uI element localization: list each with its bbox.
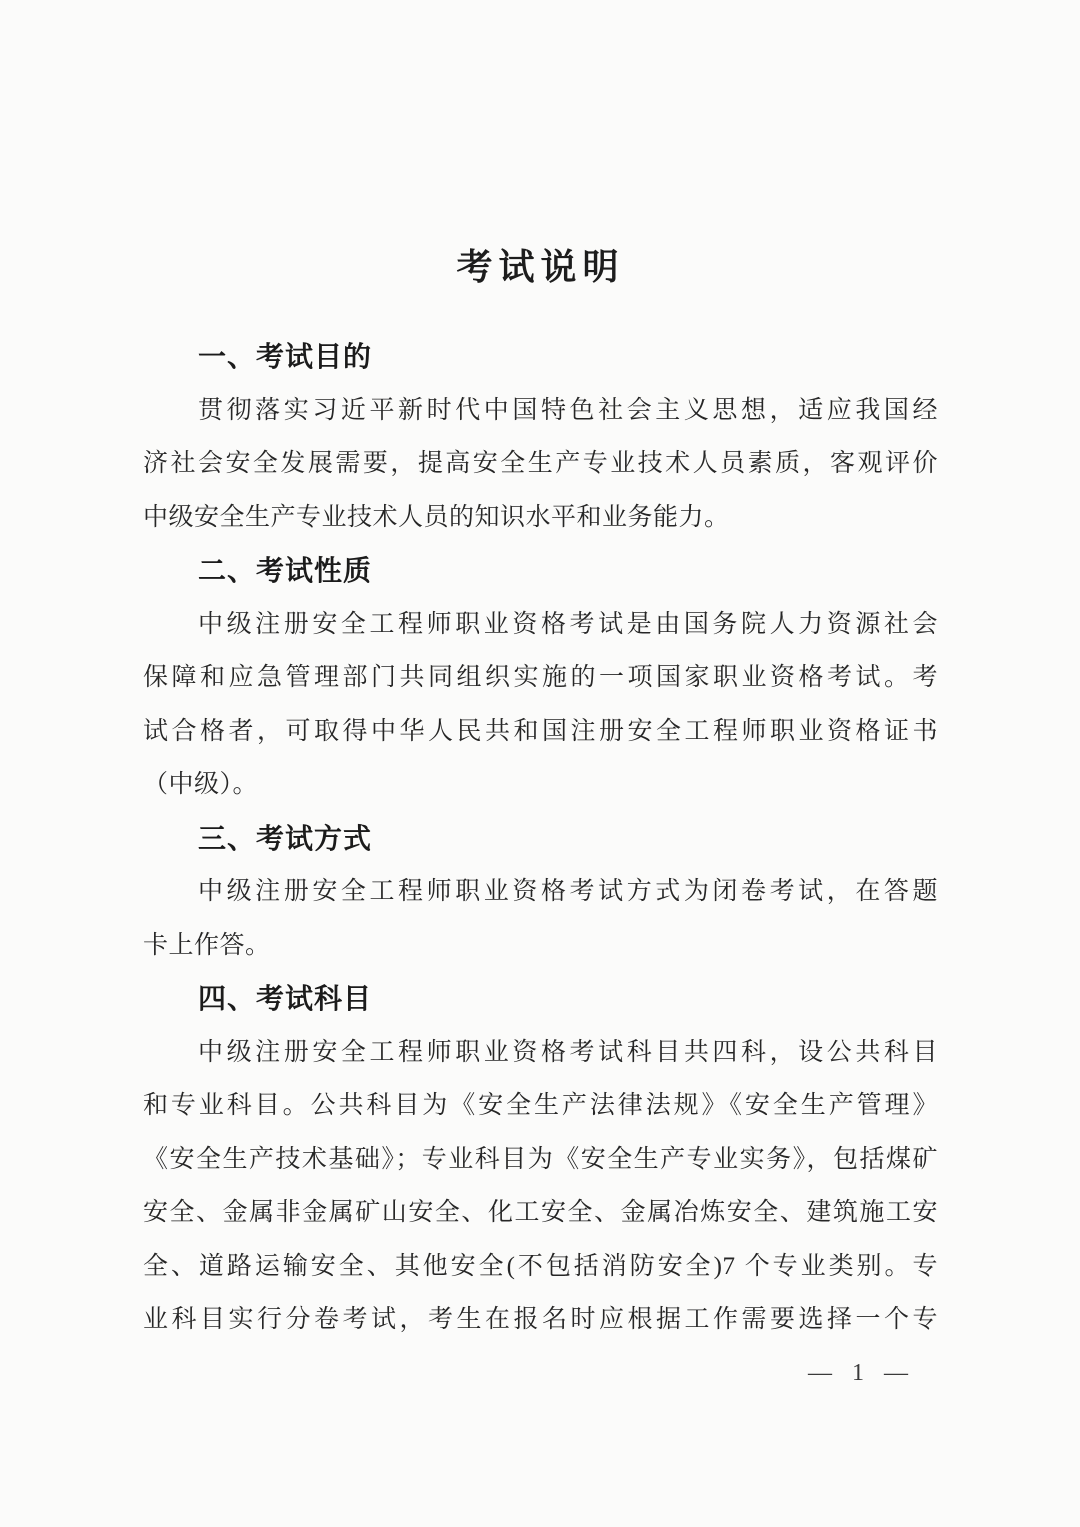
body-line: 和专业科目。公共科目为《安全生产法律法规》《安全生产管理》 — [143, 1092, 938, 1119]
document-title: 考试说明 — [456, 247, 625, 287]
body-line: 中级安全生产专业技术人员的知识水平和业务能力。 — [143, 503, 730, 531]
body-line: 业科目实行分卷考试，考生在报名时应根据工作需要选择一个专 — [143, 1306, 938, 1333]
section-heading-exam-purpose: 一、考试目的 — [198, 341, 373, 372]
page-number: — 1 — — [808, 1359, 910, 1386]
body-line: 全、道路运输安全、其他安全(不包括消防安全)7 个专业类别。专 — [143, 1252, 938, 1280]
body-line: （中级）。 — [143, 771, 259, 798]
body-line: 济社会安全发展需要，提高安全生产专业技术人员素质，客观评价 — [143, 450, 938, 477]
title-gap — [143, 294, 938, 330]
body-line: 中级注册安全工程师职业资格考试方式为闭卷考试，在答题 — [198, 878, 938, 905]
section-heading-exam-nature: 二、考试性质 — [198, 555, 373, 586]
document-content — [143, 0, 938, 1400]
body-line: 试合格者，可取得中华人民共和国注册安全工程师职业资格证书 — [143, 717, 938, 745]
body-line: 贯彻落实习近平新时代中国特色社会主义思想，适应我国经 — [198, 396, 938, 424]
body-line: 卡上作答。 — [143, 931, 271, 959]
body-line: 中级注册安全工程师职业资格考试科目共四科，设公共科目 — [198, 1038, 938, 1066]
section-heading-exam-subjects: 四、考试科目 — [198, 983, 373, 1014]
body-line: 《安全生产技术基础》；专业科目为《安全生产专业实务》，包括煤矿 — [143, 1145, 938, 1173]
body-line: 安全、金属非金属矿山安全、化工安全、金属冶炼安全、建筑施工安 — [143, 1199, 938, 1226]
body-line: 保障和应急管理部门共同组织实施的一项国家职业资格考试。考 — [143, 664, 938, 691]
body-line: 中级注册安全工程师职业资格考试是由国务院人力资源社会 — [198, 610, 938, 638]
section-heading-exam-format: 三、考试方式 — [198, 822, 373, 854]
